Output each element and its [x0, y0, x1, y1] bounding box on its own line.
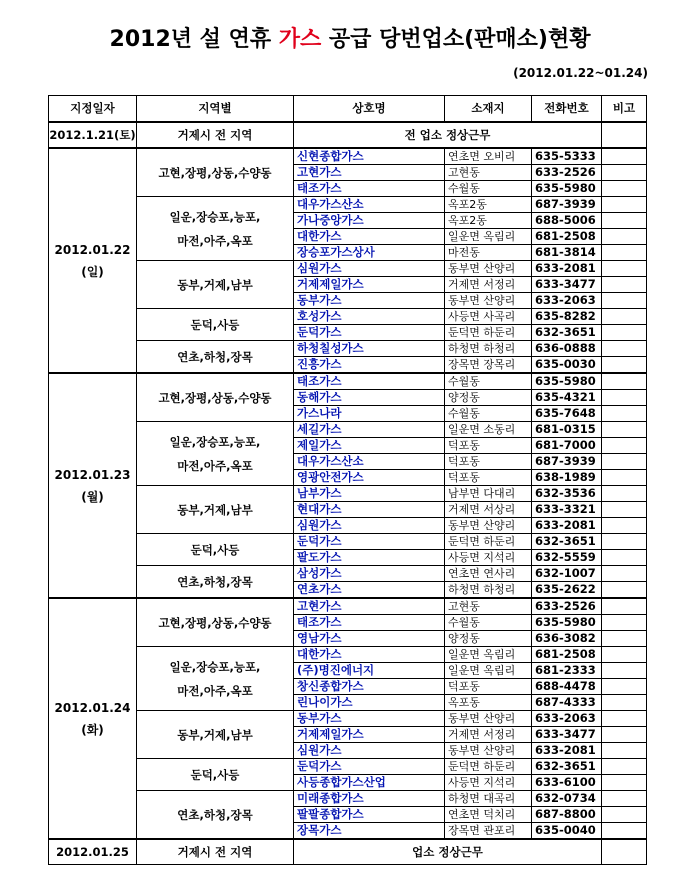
area-label: 일운,장승포,능포, [169, 659, 261, 674]
first-day-row [49, 122, 647, 148]
shop-location: 수월동 [445, 615, 532, 631]
shop-location: 덕포동 [445, 470, 532, 486]
shop-name: 대우가스산소 [294, 197, 445, 213]
last-day-note: 업소 정상근무 [294, 839, 602, 865]
day-weekday: (월) [81, 489, 104, 504]
shop-remark [602, 679, 647, 695]
shop-name: 제일가스 [294, 438, 445, 454]
shop-remark [602, 245, 647, 261]
shop-name: 둔덕가스 [294, 534, 445, 550]
shop-name: 장목가스 [294, 823, 445, 840]
shop-phone: 632-5559 [532, 550, 602, 566]
header-date: 지정일자 [49, 96, 137, 123]
shop-phone: 681-2508 [532, 647, 602, 663]
shop-location: 하청면 하청리 [445, 341, 532, 357]
shop-location: 사등면 지석리 [445, 550, 532, 566]
shop-remark [602, 357, 647, 374]
shop-remark [602, 148, 647, 165]
shop-remark [602, 711, 647, 727]
shop-location: 사등면 사곡리 [445, 309, 532, 325]
shop-remark [602, 293, 647, 309]
area-label: 동부,거제,남부 [177, 502, 253, 517]
shop-remark [602, 695, 647, 711]
shop-location: 고현동 [445, 598, 532, 615]
shop-phone: 636-0888 [532, 341, 602, 357]
area-cell [137, 486, 294, 534]
shop-name: 동해가스 [294, 390, 445, 406]
title-pre: 2012년 설 연휴 [109, 27, 279, 52]
area-label: 일운,장승포,능포, [169, 209, 261, 224]
shop-remark [602, 759, 647, 775]
shop-remark [602, 438, 647, 454]
shop-name: 린나이가스 [294, 695, 445, 711]
shop-remark [602, 566, 647, 582]
table-row [49, 647, 647, 663]
shop-remark [602, 743, 647, 759]
shop-location: 옥포2동 [445, 197, 532, 213]
table-row [49, 566, 647, 582]
shop-location: 장목면 장목리 [445, 357, 532, 374]
shop-name: 창신종합가스 [294, 679, 445, 695]
shop-phone: 687-8800 [532, 807, 602, 823]
shop-phone: 681-2508 [532, 229, 602, 245]
shop-location: 일운면 옥림리 [445, 647, 532, 663]
area-label: 마전,아주,옥포 [177, 233, 253, 248]
header-note: 비고 [602, 96, 647, 123]
area-cell [137, 422, 294, 486]
table-row [49, 422, 647, 438]
shop-name: (주)명진에너지 [294, 663, 445, 679]
area-label: 일운,장승포,능포, [169, 434, 261, 449]
shop-phone: 687-4333 [532, 695, 602, 711]
shop-name: 삼성가스 [294, 566, 445, 582]
shop-location: 마전동 [445, 245, 532, 261]
area-label: 마전,아주,옥포 [177, 683, 253, 698]
shop-location: 남부면 다대리 [445, 486, 532, 502]
shop-phone: 632-1007 [532, 566, 602, 582]
shop-location: 일운면 소동리 [445, 422, 532, 438]
area-label: 동부,거제,남부 [177, 727, 253, 742]
shop-phone: 635-5980 [532, 615, 602, 631]
table-row [49, 341, 647, 357]
shop-phone: 638-1989 [532, 470, 602, 486]
shop-phone: 633-2526 [532, 165, 602, 181]
last-day-row [49, 839, 647, 865]
shop-location: 사등면 지석리 [445, 775, 532, 791]
shop-remark [602, 213, 647, 229]
shop-remark [602, 325, 647, 341]
shop-name: 동부가스 [294, 293, 445, 309]
shop-name: 거제제일가스 [294, 727, 445, 743]
shop-name: 둔덕가스 [294, 325, 445, 341]
shop-location: 하청면 하청리 [445, 582, 532, 599]
area-cell [137, 647, 294, 711]
shop-remark [602, 582, 647, 599]
area-cell [137, 373, 294, 422]
area-cell [137, 534, 294, 566]
shop-name: 태조가스 [294, 181, 445, 197]
table-row [49, 309, 647, 325]
shop-remark [602, 727, 647, 743]
shop-location: 수월동 [445, 181, 532, 197]
shop-remark [602, 598, 647, 615]
shop-remark [602, 615, 647, 631]
shop-remark [602, 534, 647, 550]
shop-phone: 633-3477 [532, 277, 602, 293]
shop-phone: 633-3477 [532, 727, 602, 743]
table-row [49, 598, 647, 615]
header-name: 상호명 [294, 96, 445, 123]
area-label: 고현,장평,상동,수양동 [158, 390, 272, 405]
day-date: 2012.01.23 [54, 467, 131, 482]
duty-table [48, 95, 647, 865]
shop-name: 태조가스 [294, 373, 445, 390]
shop-phone: 636-3082 [532, 631, 602, 647]
shop-name: 미래종합가스 [294, 791, 445, 807]
shop-location: 연초면 덕치리 [445, 807, 532, 823]
shop-phone: 635-0040 [532, 823, 602, 840]
shop-phone: 633-2081 [532, 743, 602, 759]
shop-location: 덕포동 [445, 454, 532, 470]
shop-location: 덕포동 [445, 679, 532, 695]
shop-phone: 633-2081 [532, 518, 602, 534]
table-row [49, 791, 647, 807]
shop-remark [602, 486, 647, 502]
shop-location: 거제면 서상리 [445, 502, 532, 518]
area-label: 둔덕,사등 [190, 542, 240, 557]
shop-phone: 635-5333 [532, 148, 602, 165]
first-day-remark [602, 122, 647, 148]
day-date-cell [49, 373, 137, 598]
shop-name: 호성가스 [294, 309, 445, 325]
shop-name: 가나중앙가스 [294, 213, 445, 229]
header-row [49, 96, 647, 123]
shop-phone: 633-2063 [532, 711, 602, 727]
shop-phone: 635-4321 [532, 390, 602, 406]
table-body [49, 122, 647, 865]
area-cell [137, 566, 294, 599]
shop-phone: 632-0734 [532, 791, 602, 807]
shop-location: 장목면 관포리 [445, 823, 532, 840]
table-row [49, 148, 647, 165]
shop-location: 거제면 서정리 [445, 277, 532, 293]
shop-remark [602, 229, 647, 245]
table-row [49, 759, 647, 775]
shop-name: 팔도가스 [294, 550, 445, 566]
table-row [49, 261, 647, 277]
shop-location: 연초면 오비리 [445, 148, 532, 165]
last-day-area: 거제시 전 지역 [137, 839, 294, 865]
shop-phone: 635-8282 [532, 309, 602, 325]
shop-location: 수월동 [445, 406, 532, 422]
shop-remark [602, 470, 647, 486]
shop-location: 수월동 [445, 373, 532, 390]
shop-phone: 632-3536 [532, 486, 602, 502]
area-cell [137, 711, 294, 759]
shop-location: 연초면 연사리 [445, 566, 532, 582]
shop-phone: 633-6100 [532, 775, 602, 791]
shop-name: 사등종합가스산업 [294, 775, 445, 791]
shop-name: 영광안전가스 [294, 470, 445, 486]
table-row [49, 534, 647, 550]
shop-phone: 632-3651 [532, 534, 602, 550]
header-phone: 전화번호 [532, 96, 602, 123]
area-cell [137, 261, 294, 309]
area-cell [137, 598, 294, 647]
shop-phone: 632-3651 [532, 325, 602, 341]
shop-location: 일운면 옥림리 [445, 229, 532, 245]
shop-location: 일운면 옥림리 [445, 663, 532, 679]
shop-remark [602, 807, 647, 823]
shop-location: 둔덕면 하둔리 [445, 759, 532, 775]
shop-phone: 635-2622 [532, 582, 602, 599]
area-cell [137, 148, 294, 197]
shop-name: 고현가스 [294, 598, 445, 615]
shop-phone: 633-2081 [532, 261, 602, 277]
shop-location: 옥포2동 [445, 213, 532, 229]
area-label: 마전,아주,옥포 [177, 458, 253, 473]
table-row [49, 373, 647, 390]
title-post: 공급 당번업소(판매소)현황 [321, 27, 591, 52]
shop-location: 고현동 [445, 165, 532, 181]
shop-name: 남부가스 [294, 486, 445, 502]
day-weekday: (화) [81, 722, 104, 737]
shop-phone: 633-3321 [532, 502, 602, 518]
first-day-note: 전 업소 정상근무 [294, 122, 602, 148]
area-cell [137, 791, 294, 840]
area-label: 고현,장평,상동,수양동 [158, 165, 272, 180]
shop-location: 양정동 [445, 631, 532, 647]
table-row [49, 197, 647, 213]
shop-phone: 681-3814 [532, 245, 602, 261]
first-day-date: 2012.1.21(토) [49, 122, 137, 148]
shop-phone: 681-2333 [532, 663, 602, 679]
shop-location: 덕포동 [445, 438, 532, 454]
shop-remark [602, 277, 647, 293]
shop-remark [602, 823, 647, 840]
shop-location: 둔덕면 하둔리 [445, 534, 532, 550]
shop-name: 대한가스 [294, 229, 445, 245]
shop-name: 가스나라 [294, 406, 445, 422]
header-area: 지역별 [137, 96, 294, 123]
shop-remark [602, 261, 647, 277]
shop-remark [602, 390, 647, 406]
area-label: 연초,하청,장목 [177, 807, 253, 822]
table-row [49, 486, 647, 502]
shop-phone: 635-5980 [532, 181, 602, 197]
shop-name: 동부가스 [294, 711, 445, 727]
shop-remark [602, 341, 647, 357]
shop-location: 동부면 산양리 [445, 261, 532, 277]
last-day-remark [602, 839, 647, 865]
shop-location: 하청면 대곡리 [445, 791, 532, 807]
shop-name: 팔팔종합가스 [294, 807, 445, 823]
shop-remark [602, 791, 647, 807]
shop-location: 둔덕면 하둔리 [445, 325, 532, 341]
shop-phone: 687-3939 [532, 454, 602, 470]
shop-remark [602, 550, 647, 566]
area-cell [137, 309, 294, 341]
shop-phone: 633-2526 [532, 598, 602, 615]
shop-name: 하청칠성가스 [294, 341, 445, 357]
area-label: 둔덕,사등 [190, 767, 240, 782]
shop-name: 심원가스 [294, 518, 445, 534]
day-date-cell [49, 148, 137, 373]
shop-remark [602, 309, 647, 325]
header-location: 소재지 [445, 96, 532, 123]
shop-name: 대우가스산소 [294, 454, 445, 470]
area-cell [137, 341, 294, 374]
shop-location: 동부면 산양리 [445, 293, 532, 309]
shop-remark [602, 631, 647, 647]
page-title [0, 22, 700, 53]
shop-name: 신현종합가스 [294, 148, 445, 165]
shop-remark [602, 406, 647, 422]
shop-location: 옥포동 [445, 695, 532, 711]
shop-phone: 635-7648 [532, 406, 602, 422]
shop-remark [602, 165, 647, 181]
area-label: 연초,하청,장목 [177, 574, 253, 589]
day-date: 2012.01.22 [54, 242, 131, 257]
shop-name: 장승포가스상사 [294, 245, 445, 261]
area-cell [137, 759, 294, 791]
area-label: 고현,장평,상동,수양동 [158, 615, 272, 630]
shop-remark [602, 422, 647, 438]
shop-remark [602, 647, 647, 663]
day-date-cell [49, 598, 137, 839]
shop-name: 둔덕가스 [294, 759, 445, 775]
shop-name: 고현가스 [294, 165, 445, 181]
shop-name: 태조가스 [294, 615, 445, 631]
shop-phone: 633-2063 [532, 293, 602, 309]
title-highlight: 가스 [278, 27, 322, 52]
shop-name: 심원가스 [294, 743, 445, 759]
area-label: 연초,하청,장목 [177, 349, 253, 364]
shop-name: 세길가스 [294, 422, 445, 438]
shop-phone: 688-4478 [532, 679, 602, 695]
area-label: 둔덕,사등 [190, 317, 240, 332]
first-day-area: 거제시 전 지역 [137, 122, 294, 148]
shop-location: 양정동 [445, 390, 532, 406]
shop-phone: 635-0030 [532, 357, 602, 374]
shop-remark [602, 518, 647, 534]
last-day-date: 2012.01.25 [49, 839, 137, 865]
area-cell [137, 197, 294, 261]
shop-name: 현대가스 [294, 502, 445, 518]
table-row [49, 711, 647, 727]
shop-location: 동부면 산양리 [445, 518, 532, 534]
shop-name: 심원가스 [294, 261, 445, 277]
shop-remark [602, 454, 647, 470]
shop-phone: 688-5006 [532, 213, 602, 229]
shop-name: 연초가스 [294, 582, 445, 599]
shop-name: 진흥가스 [294, 357, 445, 374]
day-date: 2012.01.24 [54, 700, 131, 715]
shop-remark [602, 502, 647, 518]
day-weekday: (일) [81, 264, 104, 279]
shop-phone: 681-0315 [532, 422, 602, 438]
shop-remark [602, 775, 647, 791]
shop-phone: 687-3939 [532, 197, 602, 213]
shop-location: 동부면 산양리 [445, 743, 532, 759]
period-label: (2012.01.22~01.24) [513, 66, 648, 80]
shop-name: 대한가스 [294, 647, 445, 663]
shop-remark [602, 663, 647, 679]
shop-remark [602, 181, 647, 197]
shop-name: 거제제일가스 [294, 277, 445, 293]
shop-phone: 681-7000 [532, 438, 602, 454]
shop-name: 영남가스 [294, 631, 445, 647]
shop-remark [602, 373, 647, 390]
area-label: 동부,거제,남부 [177, 277, 253, 292]
shop-location: 동부면 산양리 [445, 711, 532, 727]
shop-location: 거제면 서정리 [445, 727, 532, 743]
shop-phone: 635-5980 [532, 373, 602, 390]
shop-phone: 632-3651 [532, 759, 602, 775]
shop-remark [602, 197, 647, 213]
